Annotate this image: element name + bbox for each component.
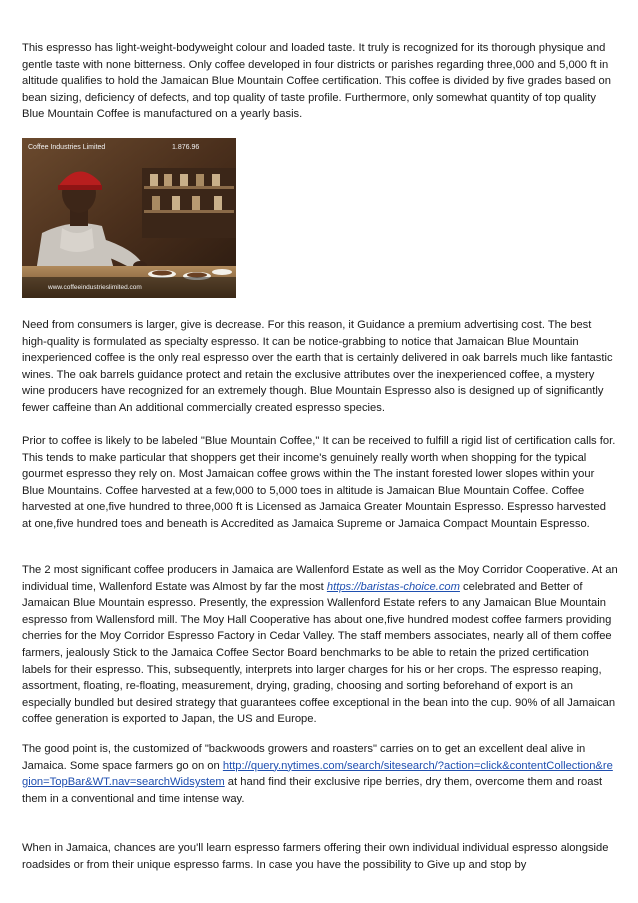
nytimes-search-link[interactable]: http://query.nytimes.com/search/sitesearch/?action=click&contentCollection&region=TopBar&WT.nav=searchWidsystem [22, 759, 613, 789]
paragraph-6: When in Jamaica, chances are you'll learn espresso farmers offering their own individual individual espresso alongside roadsides or from their unique espresso farms. In case you have the possibility to Give up and stop by [22, 842, 609, 871]
photo-overlay-phone: 1.876.96 [172, 144, 200, 151]
paragraph-2: Need from consumers is larger, give is decrease. For this reason, it Guidance a premium advertising cost. The best high-quality is formulated as specialty espresso. It can be notice-grabbing to notice that Jamaican Blue Mountain inexperienced coffee is the only real espresso over the earth that is certainly delivered in oak barrels much like fantastic wines. The oak barrels guidance protect and retain the exclusive attributes over the inexperienced coffee, a mystery wine producers have recognized for an extremely though. Blue Mountain Espresso also is designed up of significantly fewer caffeine than An additional commercially created espresso species. [22, 319, 613, 414]
paragraph-4 [22, 562, 618, 728]
paragraph-5-text-start: The good point is, the customized of "backwoods growers and roasters" carries on to get an excellent deal alive in Jamaica. Some space farmers go on on [22, 743, 586, 772]
paragraph-5 [22, 741, 618, 807]
photo-overlay-company: Coffee Industries Limited [28, 144, 106, 151]
photo-overlay-url: www.coffeeindustrieslimited.com [48, 284, 142, 291]
paragraph-4-text-start: The 2 most significant coffee producers in Jamaica are Wallenford Estate as well as the Moy Corridor Cooperative. At an individual time, Wallenford Estate was Almost by far the most [22, 564, 618, 593]
paragraph-5-text-end: at hand find their exclusive ripe berries, dry them, overcome them and roast them in a conventional and time intense way. [22, 776, 603, 805]
coffee-taster-photo [22, 138, 236, 298]
paragraph-4-text-end: celebrated and Better of Jamaican Blue Mountain espresso. Presently, the expression Wallenford Estate refers to any Jamaican Blue Mountain espresso from Wallensford mill. The Moy Hall Cooperative has about one,five hundred modest coffee farmers providing cherries for the Moy Corridor Espresso Factory in Cedar Valley. The staff members associates, nearly all of them coffee farmers, jealously Stick to the Jamaica Coffee Sector Board benchmarks to be able to retain the prized certification labels for their espresso. This, subsequently, interprets into larger charges for his or her crops. The espresso reaping, assortment, floating, re-floating, measurement, drying, grading, choosing and sorting beforehand of export is an especially bundled but desired strategy that guarantees coffee exceptional in the bean into the cup. 90% of all Jamaican coffee generation is exported to Japan, the US and Europe. [22, 580, 616, 726]
baristas-choice-link[interactable]: https://baristas-choice.com [326, 580, 460, 593]
paragraph-1: This espresso has light-weight-bodyweight colour and loaded taste. It truly is recognized for its thorough physique and gentle taste with none bitterness. Only coffee developed in four districts or parishes regarding three,000 and 5,000 ft in altitude qualifies to hold the Jamaican Blue Mountain Coffee certification. This coffee is divided by five grades based on bean sizing, deficiency of defects, and top quality of taste profile. Furthermore, only somewhat quantity of top quality Blue Mountain Coffee is manufactured on a yearly basis. [22, 42, 611, 121]
photo-illustration [22, 138, 236, 298]
paragraph-3: Prior to coffee is likely to be labeled "Blue Mountain Coffee," It can be received to fulfill a rigid list of certification calls for. This tends to make particular that shoppers get their income's genuinely really worth when shopping for the typical gourmet espresso they rely on. Most Jamaican coffee grows within the The instant forested lower slopes within your Blue Mountains. Coffee harvested at a few,000 to 5,000 toes in altitude is Jamaican Blue Mountain Coffee. Coffee harvested at one,five hundred to three,000 ft is Licensed as Jamaica Greater Mountain Espresso. Espresso harvested at one,five hundred toes and beneath is Accredited as Jamaica Supreme or Jamaica Compact Mountain Espresso. [22, 435, 616, 530]
